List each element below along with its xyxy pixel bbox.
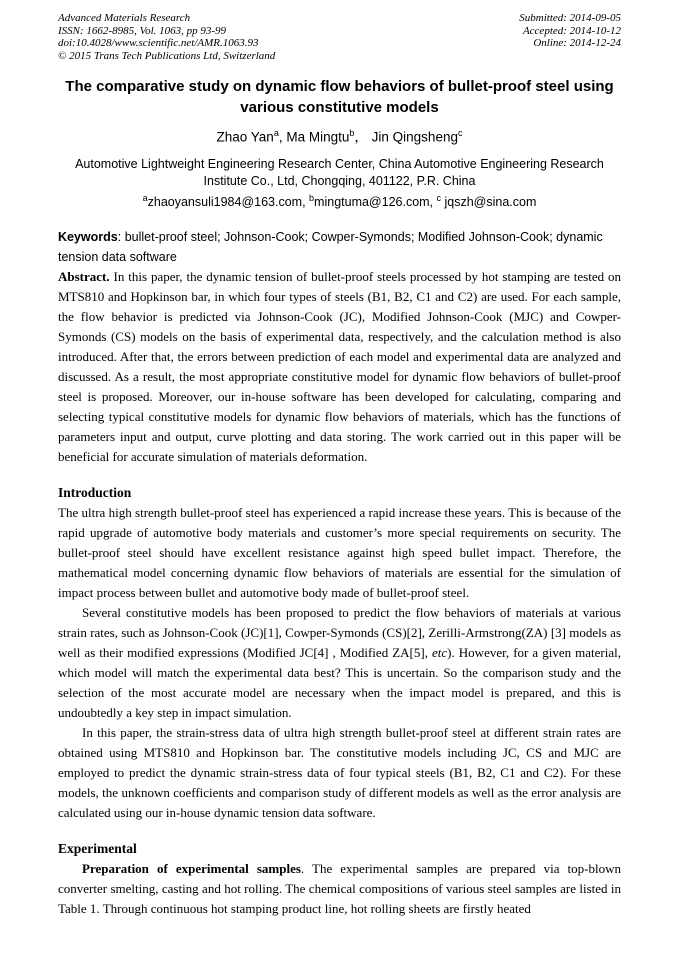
author-emails xyxy=(58,190,621,211)
author-name: Zhao Yan xyxy=(216,129,274,145)
section-heading-experimental: Experimental xyxy=(58,840,137,856)
email-superscript: b xyxy=(309,192,315,203)
email-superscript: c xyxy=(436,192,442,203)
paper-title: The comparative study on dynamic flow behaviors of bullet-proof steel using various constitutive models xyxy=(65,78,614,116)
journal-name: Advanced Materials Research xyxy=(58,12,191,24)
email-address: zhaoyansuli1984@163.com, xyxy=(147,194,310,209)
experimental-paragraph-1-text: . The experimental samples are prepared via top-blown converter smelting, casting and hot rolling. The chemical compositions of various steel samples are listed in Table 1. Through continuous hot stamping product line, hot rolling sheets are firstly heated xyxy=(58,860,621,916)
section-heading-introduction: Introduction xyxy=(58,484,132,500)
author-superscript: b xyxy=(349,128,355,138)
email-superscript: a xyxy=(142,192,148,203)
etc-italic-text: etc xyxy=(432,644,448,660)
author-name: Ma Mingtu xyxy=(286,129,350,145)
introduction-paragraph-2-text: Several constitutive models has been proposed to predict the flow behaviors of materials at various strain rates, such as Johnson-Cook (JC)[1], Cowper-Symonds (CS)[2], Zerilli-Armstrong(ZA) [3] models as well as their modified expressions (Modified JC[4] , Modified ZA[5], xyxy=(58,604,621,660)
introduction-paragraph-1: The ultra high strength bullet-proof steel has experienced a rapid increase these years. This is because of the rapid upgrade of automotive body materials and customer’s more special requirements on security. The bullet-proof steel should have excellent resistance against high speed bullet impact. Therefore, the mathematical model concerning dynamic flow behaviors of materials are essential for the simulation of impact process between bullet and automotive body made of bullet-proof steel. xyxy=(58,504,621,600)
introduction-paragraph-2 xyxy=(58,603,621,723)
affiliation xyxy=(58,156,621,190)
submission-dates xyxy=(519,12,621,62)
subsection-label: Preparation of experimental samples xyxy=(82,860,301,876)
experimental-paragraph-1 xyxy=(58,859,621,919)
author-separator: ， xyxy=(354,129,372,145)
author-superscript: a xyxy=(273,128,279,138)
journal-header xyxy=(58,12,621,62)
abstract-text: In this paper, the dynamic tension of bullet-proof steels processed by hot stamping are tested on MTS810 and Hopkinson bar, in which four types of steels (B1, B2, C1 and C2) are used. For each sample, the flow behavior is predicted via Johnson-Cook (JC), Modified Johnson-Cook (MJC) and Cowper-Symonds (CS) models on the basis of experimental data, respectively, and the calculation method is also introduced. After that, the errors between prediction of each model and experimental data are analyzed and discussed. As a result, the most appropriate constitutive model for dynamic flow behaviors of bullet-proof steel is proposed. Moreover, our in-house software has been developed for calculating, comparing and selecting typical constitutive models for dynamic flow behaviors of materials, which has the functions of parameters input and output, curve plotting and data storing. The work carried out in this paper will be beneficial for accurate simulation of materials deformation. xyxy=(58,268,621,464)
submitted-date: Submitted: 2014-09-05 xyxy=(519,12,621,24)
online-date: Online: 2014-12-24 xyxy=(533,37,621,49)
introduction-paragraph-2-text: ). However, for a given material, which model will match the experimental data best? This is uncertain. So the comparison study and the selection of the most accurate model are necessary when the impact model is prepared, and this is undoubtedly a key step in impact simulation. xyxy=(58,644,621,720)
introduction-paragraph-3: In this paper, the strain-stress data of ultra high strength bullet-proof steel at different strain rates are obtained using MTS810 and Hopkinson bar. The constitutive models including JC, CS and MJC are employed to predict the dynamic strain-stress data of four typical steels (B1, B2, C1 and C2). For these models, the unknown coefficients and comparison study of different models as well as the error analysis are calculated using our in-house dynamic tension data software. xyxy=(58,724,621,820)
email-address: jqszh@sina.com xyxy=(441,194,537,209)
authors-line xyxy=(58,124,621,147)
accepted-date: Accepted: 2014-10-12 xyxy=(522,24,621,37)
author-separator: , xyxy=(278,129,287,145)
keywords-text: : bullet-proof steel; Johnson-Cook; Cowper-Symonds; Modified Johnson-Cook; dynamic tension data software xyxy=(58,229,603,264)
affiliation-line: Automotive Lightweight Engineering Research Center, China Automotive Engineering Research xyxy=(75,156,604,171)
affiliation-line: Institute Co., Ltd, Chongqing, 401122, P.R. China xyxy=(203,173,476,188)
author-name: Jin Qingsheng xyxy=(371,129,458,145)
journal-doi: doi:10.4028/www.scientific.net/AMR.1063.93 xyxy=(58,37,259,49)
keywords-line xyxy=(58,227,621,267)
abstract-label: Abstract. xyxy=(58,268,110,284)
journal-copyright: © 2015 Trans Tech Publications Ltd, Switzerland xyxy=(58,49,276,62)
abstract-paragraph xyxy=(58,267,621,467)
journal-info xyxy=(58,12,275,62)
keywords-label: Keywords xyxy=(58,229,118,244)
journal-issn-volume: ISSN: 1662-8985, Vol. 1063, pp 93-99 xyxy=(58,24,227,37)
email-address: mingtuma@126.com, xyxy=(314,194,437,209)
author-superscript: c xyxy=(457,128,463,138)
